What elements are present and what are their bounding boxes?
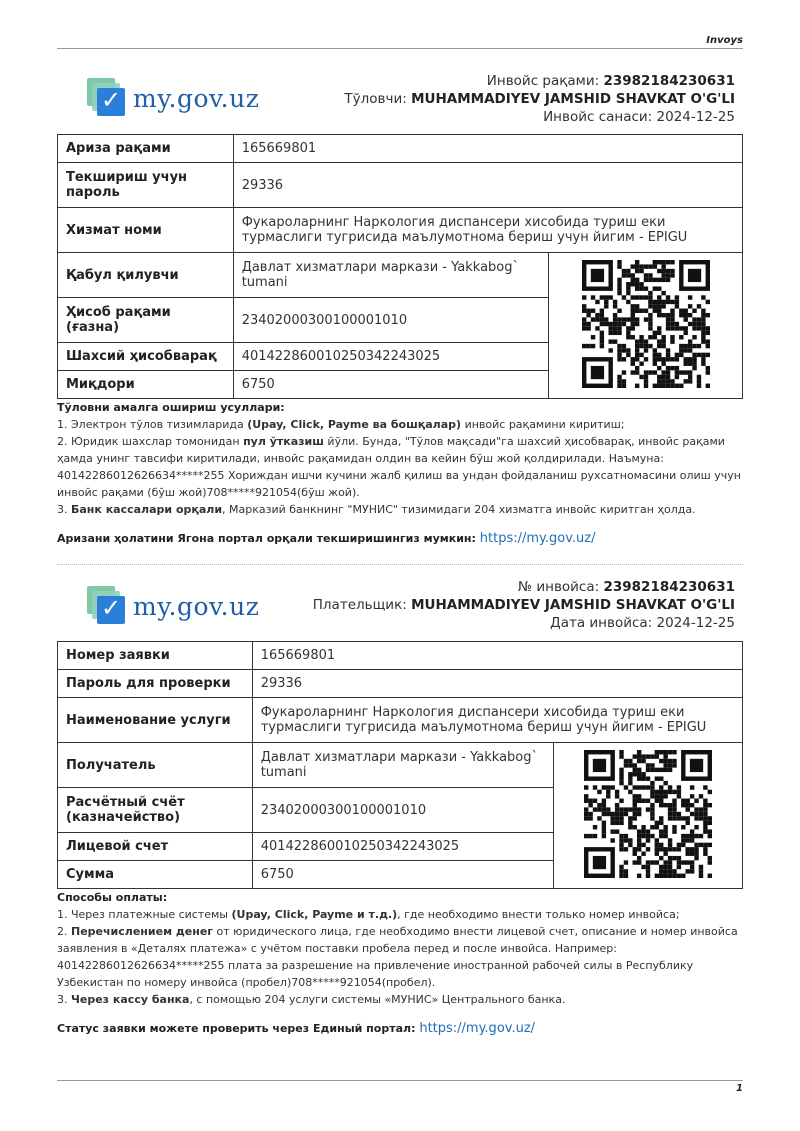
payer-line — [313, 596, 735, 614]
service-label: Хизмат номи — [58, 208, 234, 253]
status-check-line: Статус заявки можете проверить через Единый портал: https://my.gov.uz/ — [57, 1021, 536, 1036]
document-label: Invoys — [706, 35, 743, 46]
logo-icon — [87, 78, 127, 118]
recipient-label: Получатель — [58, 743, 253, 788]
account-label: Расчётный счёт (казначейство) — [58, 788, 253, 833]
application-label: Номер заявки — [58, 642, 253, 670]
bottom-divider — [57, 1080, 743, 1081]
invoice-number-label: № инвойса: — [518, 579, 600, 595]
amount-value: 6750 — [252, 861, 554, 889]
password-label: Текшириш учун пароль — [58, 163, 234, 208]
password-value: 29336 — [252, 670, 742, 698]
payment-methods — [57, 399, 743, 518]
invoice-date-line — [313, 614, 735, 632]
check-icon: ✓ — [101, 594, 122, 622]
personal-account: 401422860010250342243025 — [233, 343, 549, 371]
application-label: Ариза рақами — [58, 135, 234, 163]
personal-account: 401422860010250342243025 — [252, 833, 554, 861]
portal-link[interactable]: https://my.gov.uz/ — [419, 1021, 536, 1036]
payment-methods-title: Способы оплаты: — [57, 891, 168, 904]
invoice-number: 23982184230631 — [603, 579, 735, 595]
top-divider — [57, 48, 743, 49]
page-number: 1 — [736, 1083, 743, 1094]
service-name: Фукароларнинг Наркология диспансери хисобида туриш еки турмаслиги тугрисида маълумотнома бериш учун йигим - EPIGU — [233, 208, 742, 253]
account-label: Ҳисоб рақами (ғазна) — [58, 298, 234, 343]
password-label: Пароль для проверки — [58, 670, 253, 698]
logo — [87, 78, 259, 118]
service-name: Фукароларнинг Наркология диспансери хисобида туриш еки турмаслиги тугрисида маълумотнома бериш учун йигим - EPIGU — [252, 698, 742, 743]
portal-link[interactable]: https://my.gov.uz/ — [479, 531, 596, 546]
invoice-table — [57, 641, 743, 889]
status-check-text: Аризани ҳолатини Ягона портал орқали текширишингиз мумкин — [57, 532, 472, 545]
payer-line — [344, 90, 735, 108]
account-number: 23402000300100001010 — [252, 788, 554, 833]
service-label: Наименование услуги — [58, 698, 253, 743]
invoice-number: 23982184230631 — [603, 73, 735, 89]
application-number: 165669801 — [233, 135, 742, 163]
logo — [87, 586, 259, 626]
payment-method-3: 3. Банк кассалари орқали, Марказий банкнинг "МУНИС" тизимидаги 204 хизматга инвойс киритган ҳолда. — [57, 503, 696, 516]
invoice-date: 2024-12-25 — [656, 109, 735, 125]
status-check-line: Аризани ҳолатини Ягона портал орқали текширишингиз мумкин: https://my.gov.uz/ — [57, 531, 596, 546]
qr-code — [582, 260, 710, 388]
invoice-meta — [344, 72, 735, 126]
logo-text: my.gov.uz — [133, 591, 260, 621]
logo-text: my.gov.uz — [133, 83, 260, 113]
invoice-number-line — [313, 578, 735, 596]
recipient-value: Давлат хизматлари маркази - Yakkabog` tumani — [252, 743, 554, 788]
payment-method-1: 1. Через платежные системы (Upay, Click, Payme и т.д.), где необходимо внести только номер инвойса; — [57, 908, 680, 921]
payment-methods — [57, 889, 743, 1008]
invoice-date-label: Инвойс санаси: — [543, 109, 653, 125]
payment-methods-title: Тўловни амалга ошириш усуллари: — [57, 401, 285, 414]
section-divider — [57, 564, 743, 565]
check-icon: ✓ — [101, 86, 122, 114]
payment-method-2: 2. Юридик шахслар томонидан пул ўтказиш йўли. Бунда, "Тўлов мақсади"га шахсий ҳисобварақ, инвойс рақами ҳамда унинг тавсифи киритилади, инвойс рақамидан олдин ва кейин бўш жой қолдирилади. Наъмуна: 40142286012626634*****255 Хориждан ишчи кучини жалб қилиш ва ундан фойдаланиш рухсатномасини олиш учун инвойс рақами (бўш жой)708*****921054(бўш жой). — [57, 435, 741, 499]
payment-method-1: 1. Электрон тўлов тизимларида (Upay, Click, Payme ва бошқалар) инвойс рақамини киритиш; — [57, 418, 625, 431]
invoice-meta — [313, 578, 735, 632]
invoice-date: 2024-12-25 — [656, 615, 735, 631]
application-number: 165669801 — [252, 642, 742, 670]
personal-account-label: Лицевой счет — [58, 833, 253, 861]
amount-value: 6750 — [233, 371, 549, 399]
payer-label: Плательщик: — [312, 597, 407, 613]
payer-name: MUHAMMADIYEV JAMSHID SHAVKAT O'G'LI — [411, 91, 735, 107]
qr-code-cell — [549, 253, 743, 399]
invoice-date-label: Дата инвойса: — [550, 615, 653, 631]
recipient-label: Қабул қилувчи — [58, 253, 234, 298]
recipient-value: Давлат хизматлари маркази - Yakkabog` tumani — [233, 253, 549, 298]
account-number: 23402000300100001010 — [233, 298, 549, 343]
qr-code — [584, 750, 712, 878]
payer-label: Тўловчи: — [344, 91, 407, 107]
payment-method-2: 2. Перечислением денег от юридического лица, где необходимо внести лицевой счет, описание и номер инвойса заявления в «Деталях платежа» с учётом поставки пробела перед и после инвойса. Например: 40142286012626634*****255 плата за разрешение на привлечение иностранной рабочей силы в Республику Узбекистан по номеру инвойса (пробел)708*****921054(пробел). — [57, 925, 738, 989]
status-check-text: Статус заявки можете проверить через Единый портал — [57, 1022, 412, 1035]
password-value: 29336 — [233, 163, 742, 208]
payer-name: MUHAMMADIYEV JAMSHID SHAVKAT O'G'LI — [411, 597, 735, 613]
invoice-table — [57, 134, 743, 399]
personal-account-label: Шахсий ҳисобварақ — [58, 343, 234, 371]
invoice-date-line — [344, 108, 735, 126]
amount-label: Сумма — [58, 861, 253, 889]
amount-label: Миқдори — [58, 371, 234, 399]
qr-code-cell — [554, 743, 743, 889]
payment-method-3: 3. Через кассу банка, с помощью 204 услуги системы «МУНИС» Центрального банка. — [57, 993, 566, 1006]
logo-icon — [87, 586, 127, 626]
invoice-number-label: Инвойс рақами: — [486, 73, 600, 89]
invoice-number-line — [344, 72, 735, 90]
